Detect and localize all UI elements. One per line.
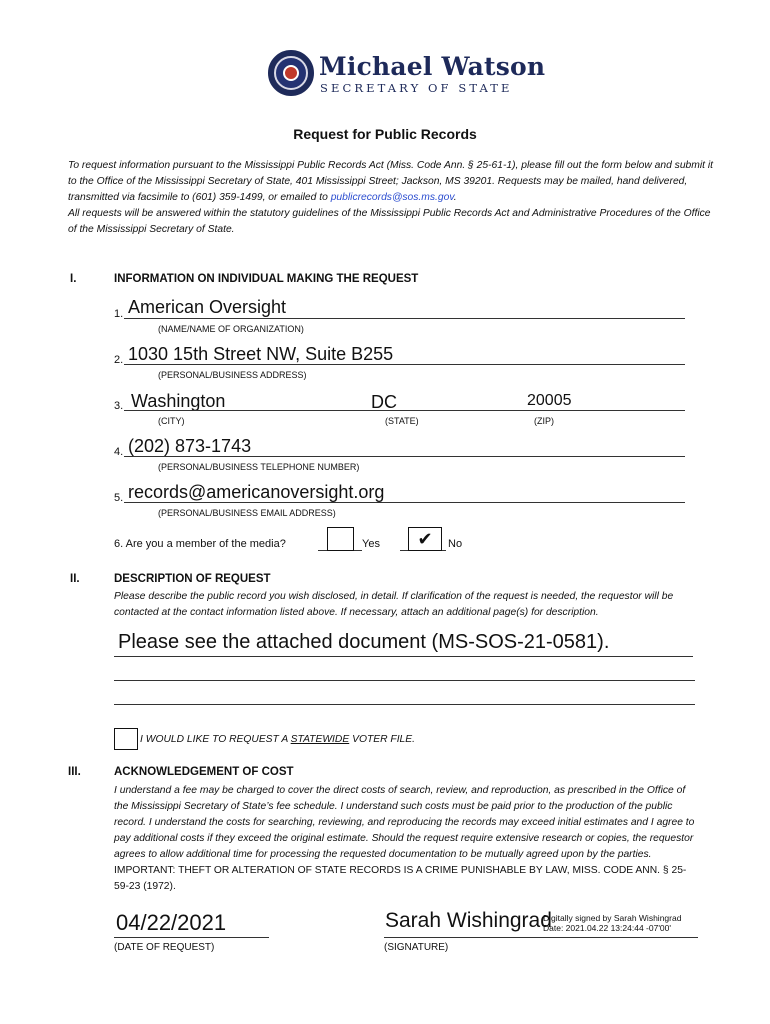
media-no-label: No [448,538,463,550]
field-4-number: 4. [114,446,124,458]
logo-subtitle: SECRETARY OF STATE [320,81,513,95]
field-5-number: 5. [114,492,124,504]
seal-logo-icon [268,50,314,96]
field-1-number: 1. [114,308,124,320]
field-2-number: 2. [114,354,124,366]
section-2-number: II. [70,573,80,585]
media-yes-label: Yes [362,538,380,550]
address-field-label: (PERSONAL/BUSINESS ADDRESS) [158,370,307,380]
intro-text-end: . [453,192,457,203]
request-description-value[interactable]: Please see the attached document (MS-SOS-21-0581). [118,631,610,653]
date-label: (DATE OF REQUEST) [114,942,215,953]
zip-field-label: (ZIP) [534,416,554,426]
section-3-number: III. [68,766,81,778]
city-field-label: (CITY) [158,416,185,426]
section-2-instructions: Please describe the public record you wish disclosed, in detail. If clarification of the request is needed, the requestor will be contacted at the contact information listed above. If necessary, attach an additional page(s) for description. [114,591,674,618]
state-field-value[interactable]: DC [371,392,397,412]
intro-paragraph [68,158,718,238]
email-field-label: (PERSONAL/BUSINESS EMAIL ADDRESS) [158,508,336,518]
name-field-line [124,318,685,319]
media-question: 6. Are you a member of the media? [114,538,286,550]
statewide-prefix: I WOULD LIKE TO REQUEST A [140,734,291,745]
statewide-voter-file-label [140,732,415,748]
zip-field-value[interactable]: 20005 [527,392,572,409]
statewide-word: STATEWIDE [290,734,350,745]
section-1-heading: INFORMATION ON INDIVIDUAL MAKING THE REQUEST [114,273,419,285]
section-1-number: I. [70,273,77,285]
intro-text: To request information pursuant to the Mississippi Public Records Act (Miss. Code Ann. § 25-61-1), please fill out the form below and submit it to the Office of the Mississippi Secretary of State, 401 Mississippi Street; Jackson, MS 39201. Requests may be mailed, hand delivered, transmitted via facsimile to (601) 359-1499, or emailed to [68,160,714,203]
statewide-voter-file-checkbox[interactable] [114,728,138,750]
description-line-1 [114,656,693,657]
description-line-3 [114,704,695,705]
signature-line [384,937,698,938]
name-field-value[interactable]: American Oversight [128,297,287,317]
signature-value[interactable]: Sarah Wishingrad [385,909,552,932]
field-3-number: 3. [114,400,124,412]
phone-field-line [124,456,685,457]
signature-meta-line-1: Digitally signed by Sarah Wishingrad [543,913,682,923]
statewide-suffix: VOTER FILE. [349,734,416,745]
section-2-heading: DESCRIPTION OF REQUEST [114,573,271,585]
date-of-request-value[interactable]: 04/22/2021 [116,910,227,935]
date-line [114,937,269,938]
description-line-2 [114,680,695,681]
name-field-label: (NAME/NAME OF ORGANIZATION) [158,324,304,334]
cost-acknowledgement-italic: I understand a fee may be charged to cover the direct costs of search, review, and reproduction, as prescribed in the Office of the Mississippi Secretary of State’s fee schedule. I understand such costs must be paid prior to the production of the public record. I understand the costs for searching, reviewing, and reproducing the records may exceed initial estimates and I agree to pay additional costs if they exceed the original estimate. Should the request require extensive research or copies, the requestor agrees to allow additional time for processing the requested documentation to be mutually agreed upon by the parties. [114,785,695,860]
intro-text-2: All requests will be answered within the statutory guidelines of the Mississippi Public Records Act and Administrative Procedures of the Office of the Mississippi Secretary of State. [68,208,711,235]
seal-center [283,65,299,81]
state-field-label: (STATE) [385,416,419,426]
cost-acknowledgement-important: IMPORTANT: THEFT OR ALTERATION OF STATE RECORDS IS A CRIME PUNISHABLE BY LAW, MISS. CODE ANN. § 25-59-23 (1972). [114,865,687,892]
email-field-value[interactable]: records@americanoversight.org [128,482,385,502]
section-3-heading: ACKNOWLEDGEMENT OF COST [114,766,294,778]
address-field-line [124,364,685,365]
signature-meta-line-2: Date: 2021.04.22 13:24:44 -07'00' [543,923,672,933]
city-field-value[interactable]: Washington [131,391,226,411]
checkmark-icon: ✔ [417,529,433,549]
cost-acknowledgement [114,783,700,895]
email-link[interactable]: publicrecords@sos.ms.gov [330,192,454,203]
signature-label: (SIGNATURE) [384,942,449,953]
logo-name: Michael Watson [319,52,546,81]
address-field-value[interactable]: 1030 15th Street NW, Suite B255 [128,344,394,364]
phone-field-label: (PERSONAL/BUSINESS TELEPHONE NUMBER) [158,462,360,472]
media-no-checkbox[interactable] [408,527,442,551]
page-title: Request for Public Records [293,126,477,142]
city-state-zip-line [124,410,685,411]
phone-field-value[interactable]: (202) 873-1743 [128,436,252,456]
email-field-line [124,502,685,503]
media-yes-checkbox[interactable] [327,527,354,551]
